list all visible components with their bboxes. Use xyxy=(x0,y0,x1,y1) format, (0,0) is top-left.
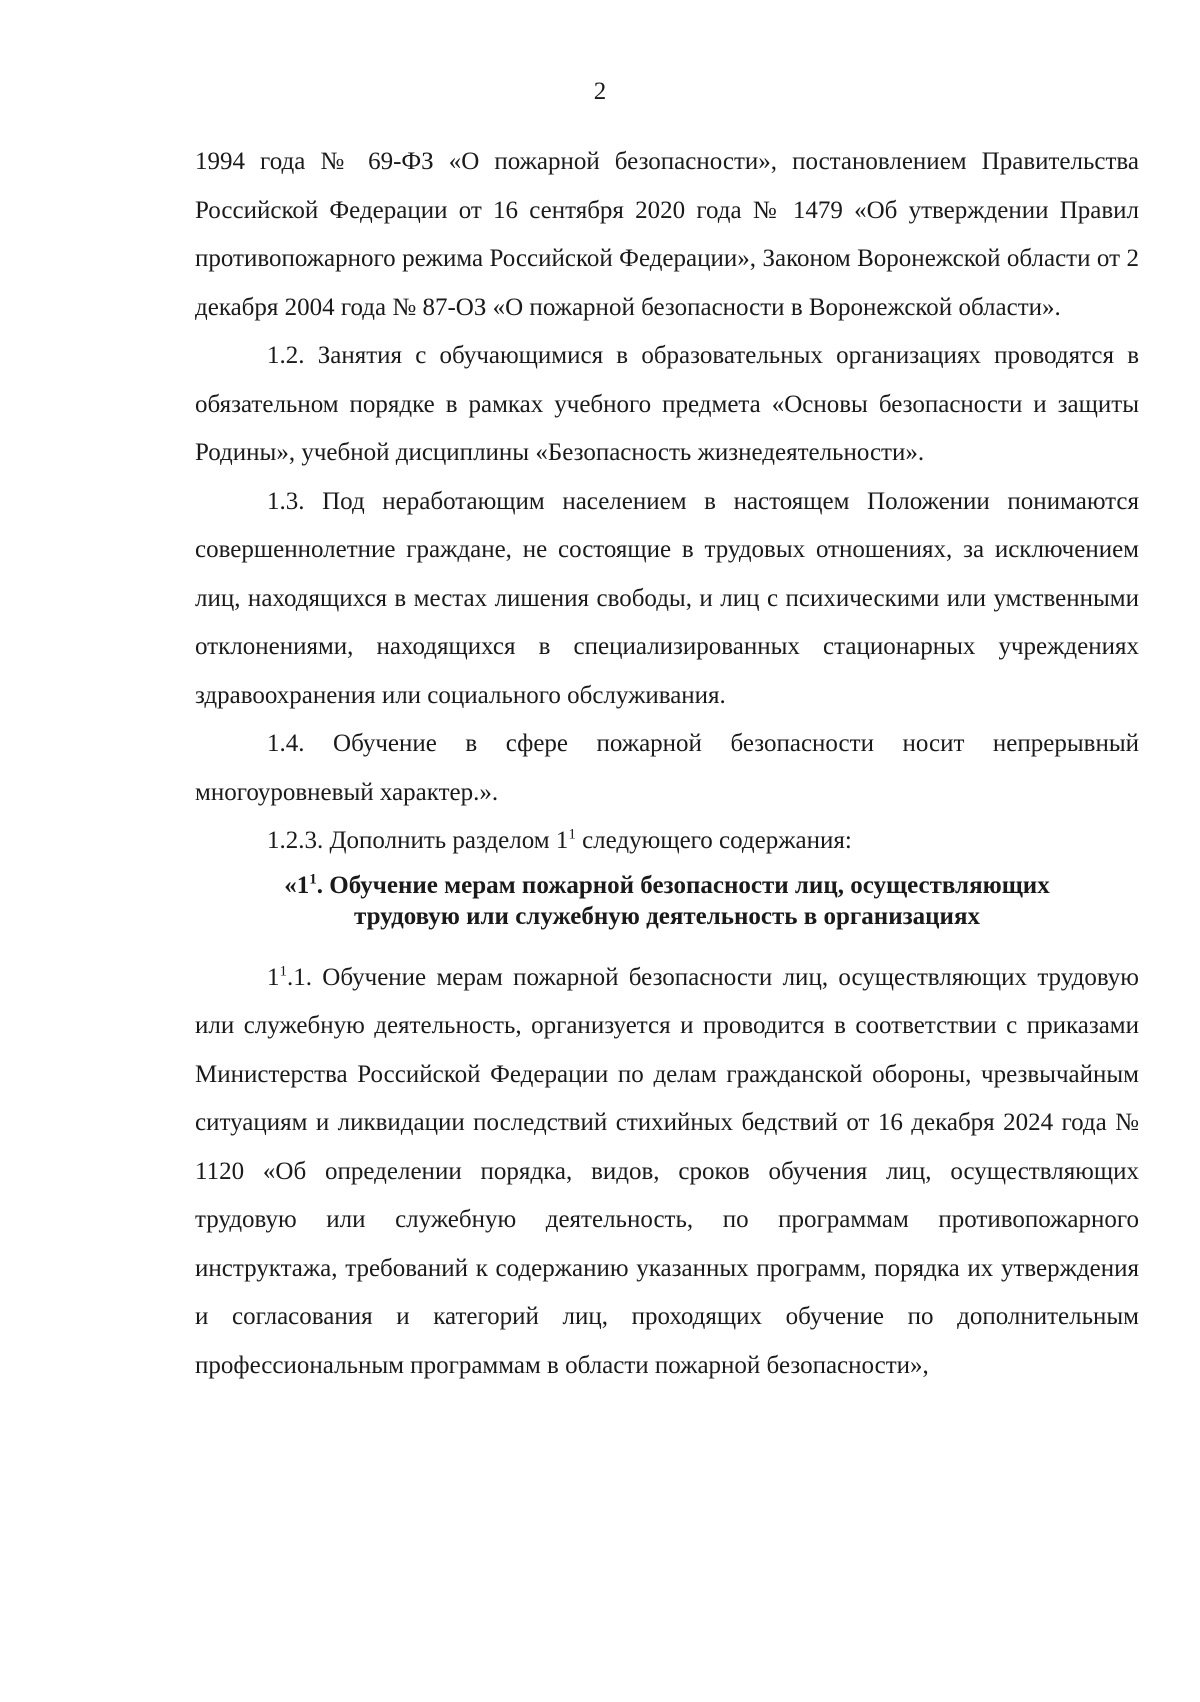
paragraph-1-1-1-prefix: 1 xyxy=(267,963,280,991)
section-heading-line-1-rest: . Обучение мерам пожарной безопасности лиц, осуществляющих xyxy=(316,871,1050,899)
section-heading-superscript: 1 xyxy=(309,871,317,888)
paragraph-1-2-3-suffix: следующего содержания: xyxy=(575,827,852,854)
section-heading xyxy=(195,870,1139,932)
paragraph-1-2-3 xyxy=(195,817,1139,866)
paragraph-1-2-3-prefix: 1.2.3. Дополнить разделом 1 xyxy=(267,827,569,854)
document-body xyxy=(195,138,1139,1390)
paragraph-1-1-1-text: .1. Обучение мерам пожарной безопасности лиц, осуществляющих трудовую или служебную деятельность, организуется и проводится в соответствии с приказами Министерства Российской Федерации по делам гражданской обороны, чрезвычайным ситуациям и ликвидации последствий стихийных бедствий от 16 декабря 2024 года № 1120 «Об определении порядка, видов, сроков обучения лиц, осуществляющих трудовую или служебную деятельность, по программам противопожарного инструктажа, требований к содержанию указанных программ, порядка их утверждения и согласования и категорий лиц, проходящих обучение по дополнительным профессиональным программам в области пожарной безопасности», xyxy=(195,963,1139,1379)
section-heading-line-2: трудовую или служебную деятельность в организациях xyxy=(354,902,980,930)
paragraph-1-2-3-superscript: 1 xyxy=(568,826,576,843)
paragraph-intro-continuation: 1994 года № 69-ФЗ «О пожарной безопасности», постановлением Правительства Российской Федерации от 16 сентября 2020 года № 1479 «Об утверждении Правил противопожарного режима Российской Федерации», Законом Воронежской области от 2 декабря 2004 года № 87-ОЗ «О пожарной безопасности в Воронежской области». xyxy=(195,148,1139,321)
section-heading-prefix: «1 xyxy=(284,871,310,899)
paragraph-1-2: 1.2. Занятия с обучающимися в образовательных организациях проводятся в обязательном порядке в рамках учебного предмета «Основы безопасности и защиты Родины», учебной дисциплины «Безопасность жизнедеятельности». xyxy=(195,342,1139,466)
paragraph-1-1-1-superscript: 1 xyxy=(279,963,287,980)
paragraph-1-1-1 xyxy=(195,954,1139,1391)
paragraph-1-4: 1.4. Обучение в сфере пожарной безопасности носит непрерывный многоуровневый характер.». xyxy=(195,730,1139,806)
paragraph-1-3: 1.3. Под неработающим населением в настоящем Положении понимаются совершеннолетние граждане, не состоящие в трудовых отношениях, за исключением лиц, находящихся в местах лишения свободы, и лиц с психическими или умственными отклонениями, находящихся в специализированных стационарных учреждениях здравоохранения или социального обслуживания. xyxy=(195,487,1139,709)
page-number: 2 xyxy=(593,78,607,105)
section-heading-line-1 xyxy=(195,870,1139,901)
